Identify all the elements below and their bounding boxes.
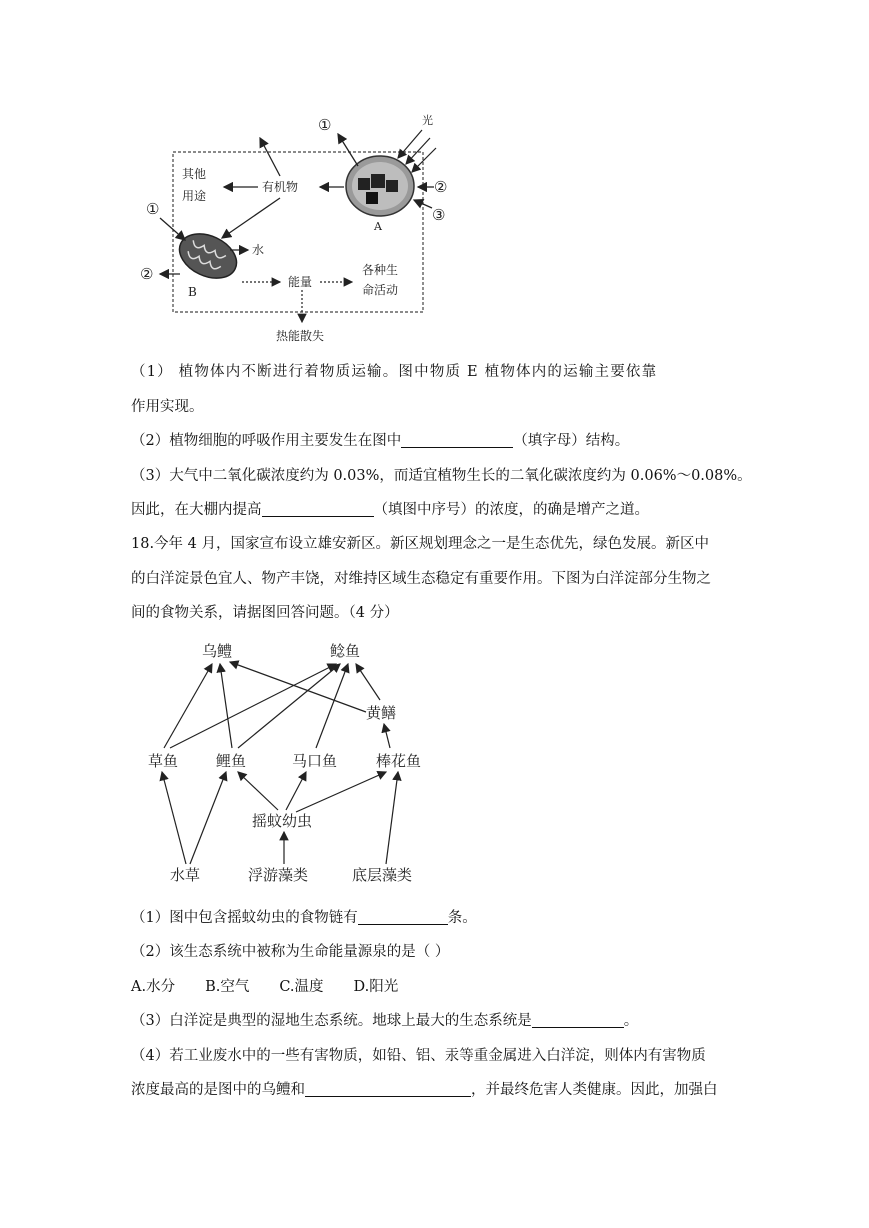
q18-sub4-text-b: ，并最终危害人类健康。因此，加强白 xyxy=(471,1082,718,1098)
label-B: B xyxy=(188,285,197,299)
q18-sub3-answer-blank[interactable] xyxy=(532,1011,624,1028)
node-caoyu: 草鱼 xyxy=(148,752,179,770)
label-A: A xyxy=(374,220,382,233)
option-a[interactable]: A.水分 xyxy=(131,979,176,995)
q18-sub3-text-b: 。 xyxy=(623,1013,639,1029)
q18-sub3-text-a: （3）白洋淀是典型的湿地生态系统。地球上最大的生态系统是 xyxy=(131,1013,532,1029)
q18-sub1-text-a: （1）图中包含摇蚊幼虫的食物链有 xyxy=(131,910,358,926)
circled-1-top: ① xyxy=(318,116,332,134)
q18-sub3 xyxy=(131,1011,741,1031)
q17-sub2 xyxy=(131,431,741,451)
q17-sub2-answer-blank[interactable] xyxy=(401,431,513,448)
option-b[interactable]: B.空气 xyxy=(205,979,250,995)
other-use-2: 用途 xyxy=(182,189,207,203)
cell-process-diagram xyxy=(130,108,450,348)
q18-sub1-text-b: 条。 xyxy=(447,910,477,926)
q18-sub1-answer-blank[interactable] xyxy=(358,908,448,925)
q18-options xyxy=(131,977,741,997)
q17-sub3-text-a: 因此，在大棚内提高 xyxy=(131,502,262,518)
q18-sub4-line2 xyxy=(131,1080,741,1100)
water-label: 水 xyxy=(252,243,265,257)
life-activity-2: 命活动 xyxy=(362,283,399,297)
circled-2-right: ② xyxy=(434,178,448,196)
circled-2-left: ② xyxy=(140,265,154,283)
node-liyu: 鲤鱼 xyxy=(216,752,247,770)
q17-sub3-line2 xyxy=(131,500,741,520)
light-label: 光 xyxy=(422,114,433,127)
node-makouyu: 马口鱼 xyxy=(292,752,338,770)
circled-3-right: ③ xyxy=(432,206,446,224)
q17-sub3-answer-blank[interactable] xyxy=(262,500,374,517)
mitochondrion-B xyxy=(172,225,243,287)
q18-intro-line2: 的白洋淀景色宜人、物产丰饶，对维持区域生态稳定有重要作用。下图为白洋淀部分生物之 xyxy=(131,571,711,587)
node-huangshan: 黄鳝 xyxy=(366,704,397,722)
option-c[interactable]: C.温度 xyxy=(279,979,324,995)
chloroplast-A xyxy=(346,156,414,216)
circled-1-left: ① xyxy=(146,200,160,218)
q18-intro-line1: 18.今年 4 月，国家宣布设立雄安新区。新区规划理念之一是生态优先，绿色发展。新区中 xyxy=(131,536,709,552)
q18-sub4-text-a: 浓度最高的是图中的乌鳢和 xyxy=(131,1082,305,1098)
heat-loss-label: 热能散失 xyxy=(276,329,325,343)
q18-intro-line3: 间的食物关系，请据图回答问题。（4 分） xyxy=(131,605,399,621)
q18-sub2: （2）该生态系统中被称为生命能量源泉的是（ ） xyxy=(131,944,450,960)
life-activity-1: 各种生 xyxy=(362,263,399,277)
node-banghuayu: 棒花鱼 xyxy=(376,752,422,770)
option-d[interactable]: D.阳光 xyxy=(353,979,399,995)
other-use-1: 其他 xyxy=(182,167,207,181)
q18-sub1 xyxy=(131,908,741,928)
node-fuyou: 浮游藻类 xyxy=(248,866,309,884)
node-shuicao: 水草 xyxy=(170,866,201,884)
q17-sub2-text-a: （2）植物细胞的呼吸作用主要发生在图中 xyxy=(131,433,402,449)
q18-sub4-answer-blank[interactable] xyxy=(305,1080,471,1097)
q17-sub2-text-b: （填字母）结构。 xyxy=(513,433,630,449)
food-web-diagram xyxy=(140,632,450,892)
energy-label: 能量 xyxy=(288,275,313,289)
node-wuli: 乌鳢 xyxy=(202,642,233,660)
q17-sub3-text-b: （填图中序号）的浓度，的确是增产之道。 xyxy=(373,502,649,518)
q17-sub3-line1: （3）大气中二氧化碳浓度约为 0.03%，而适宜植物生长的二氧化碳浓度约为 0.06%～0.08%。 xyxy=(131,468,752,484)
node-diceng: 底层藻类 xyxy=(352,866,413,884)
q17-sub1-line1: （1） 植物体内不断进行着物质运输。图中物质 E 植物体内的运输主要依靠 xyxy=(131,364,658,380)
node-yaowen: 摇蚊幼虫 xyxy=(252,812,313,830)
q17-sub1-line2: 作用实现。 xyxy=(131,399,204,415)
node-lingyu: 鲶鱼 xyxy=(330,642,361,660)
q18-sub4-line1: （4）若工业废水中的一些有害物质，如铅、铝、汞等重金属进入白洋淀，则体内有害物质 xyxy=(131,1048,706,1064)
organic-matter-label: 有机物 xyxy=(262,180,299,194)
